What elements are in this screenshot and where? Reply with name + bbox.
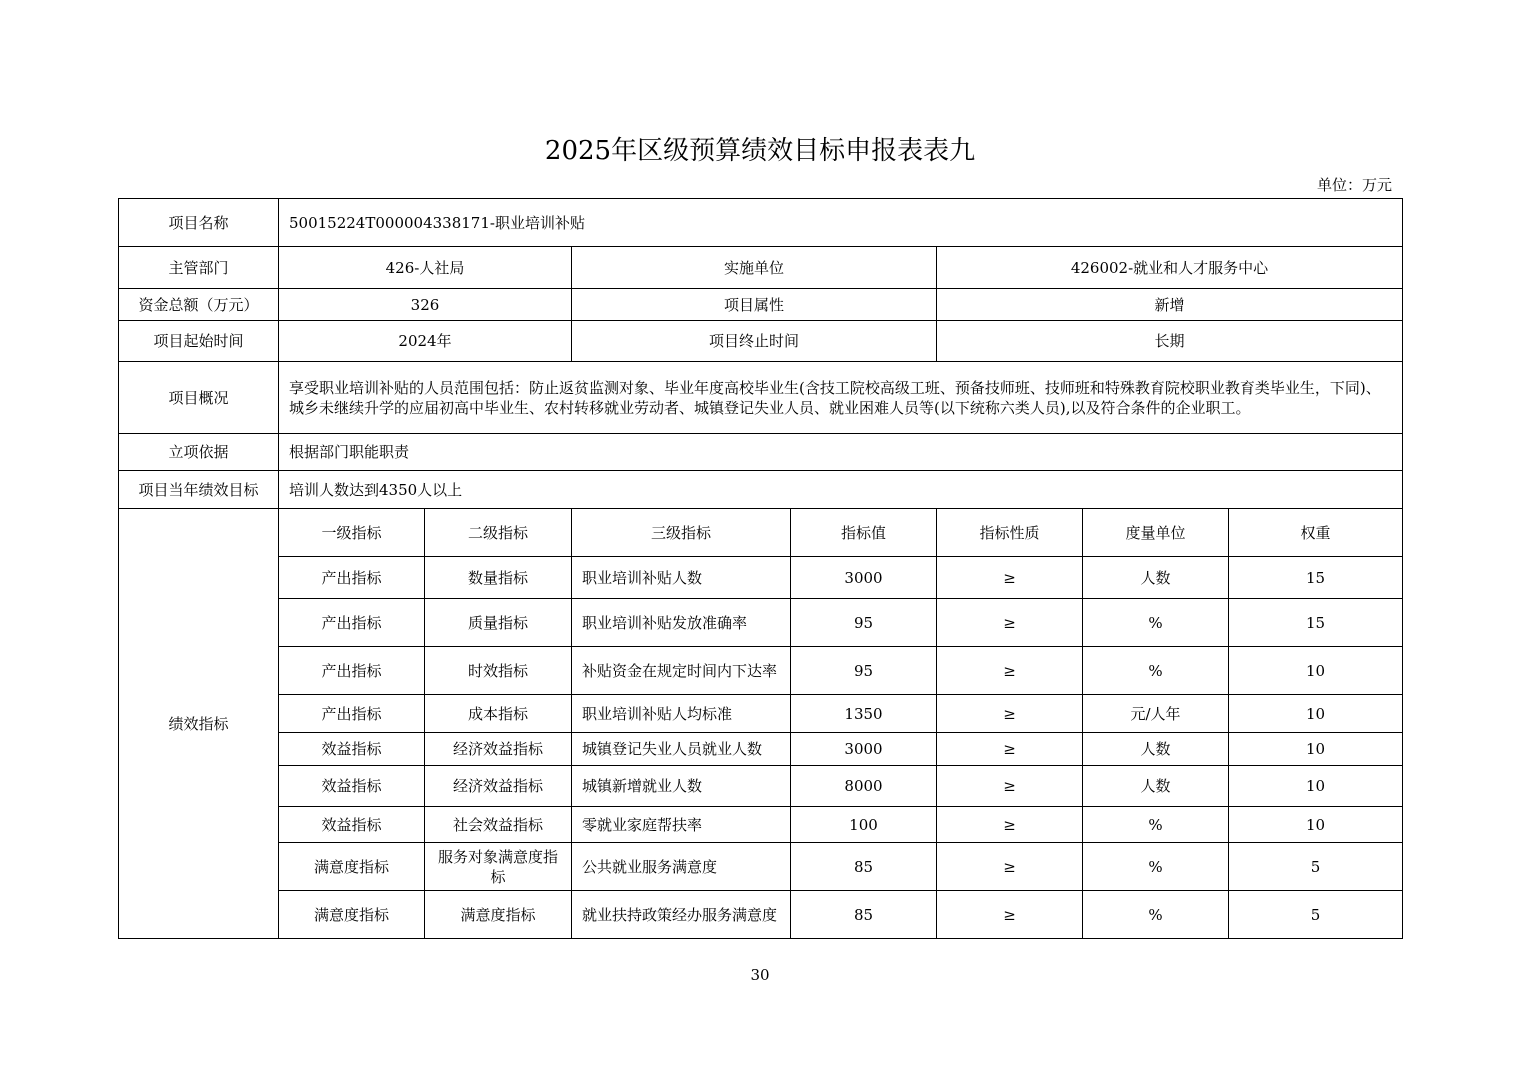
page-number: 30: [750, 966, 770, 984]
basis-label: 立项依据: [119, 434, 279, 471]
document-title: 2025年区级预算绩效目标申报表表九: [544, 136, 976, 166]
unit-label: 单位：万元: [1316, 176, 1392, 194]
unit-cell: 元/人年: [1083, 695, 1229, 733]
level2-cell: 经济效益指标: [425, 766, 572, 807]
nature-cell: ≥: [937, 807, 1083, 843]
table-row: [119, 766, 1403, 807]
basis-value: 根据部门职能职责: [279, 434, 1403, 471]
performance-target-table: [118, 198, 1403, 939]
level1-cell: 效益指标: [279, 766, 425, 807]
row-project-name: [119, 199, 1403, 247]
start-value: 2024年: [279, 321, 572, 362]
value-cell: 100: [791, 807, 937, 843]
indicator-section-label: 绩效指标: [119, 509, 279, 939]
nature-cell: ≥: [937, 891, 1083, 939]
table-row: [119, 695, 1403, 733]
level3-cell: 零就业家庭帮扶率: [572, 807, 791, 843]
impl-label: 实施单位: [572, 247, 937, 289]
level3-cell: 职业培训补贴人均标准: [572, 695, 791, 733]
header-level1: 一级指标: [279, 509, 425, 557]
level1-cell: 满意度指标: [279, 843, 425, 891]
project-name-value: 50015224T000004338171-职业培训补贴: [279, 199, 1403, 247]
weight-cell: 15: [1229, 557, 1403, 599]
attr-label: 项目属性: [572, 289, 937, 321]
unit-cell: 人数: [1083, 733, 1229, 766]
level3-cell: 城镇登记失业人员就业人数: [572, 733, 791, 766]
goal-label: 项目当年绩效目标: [119, 471, 279, 509]
table-row: [119, 557, 1403, 599]
weight-cell: 5: [1229, 843, 1403, 891]
end-label: 项目终止时间: [572, 321, 937, 362]
weight-cell: 5: [1229, 891, 1403, 939]
table-row: [119, 891, 1403, 939]
level1-cell: 产出指标: [279, 557, 425, 599]
level3-cell: 公共就业服务满意度: [572, 843, 791, 891]
unit-cell: 人数: [1083, 557, 1229, 599]
row-time: [119, 321, 1403, 362]
value-cell: 3000: [791, 557, 937, 599]
fund-value: 326: [279, 289, 572, 321]
start-label: 项目起始时间: [119, 321, 279, 362]
value-cell: 1350: [791, 695, 937, 733]
overview-value: 享受职业培训补贴的人员范围包括：防止返贫监测对象、毕业年度高校毕业生(含技工院校高级工班、预备技师班、技师班和特殊教育院校职业教育类毕业生，下同)、城乡未继续升学的应届初高中毕业生、农村转移就业劳动者、城镇登记失业人员、就业困难人员等(以下统称六类人员),以及符合条件的企业职工。: [279, 362, 1403, 434]
overview-label: 项目概况: [119, 362, 279, 434]
level3-cell: 补贴资金在规定时间内下达率: [572, 647, 791, 695]
table-row: [119, 733, 1403, 766]
row-department: [119, 247, 1403, 289]
level1-cell: 产出指标: [279, 599, 425, 647]
row-fund: [119, 289, 1403, 321]
dept-label: 主管部门: [119, 247, 279, 289]
value-cell: 8000: [791, 766, 937, 807]
level2-cell: 社会效益指标: [425, 807, 572, 843]
nature-cell: ≥: [937, 647, 1083, 695]
impl-value: 426002-就业和人才服务中心: [937, 247, 1403, 289]
level2-cell: 经济效益指标: [425, 733, 572, 766]
level1-cell: 产出指标: [279, 695, 425, 733]
level1-cell: 效益指标: [279, 807, 425, 843]
table-row: [119, 647, 1403, 695]
row-basis: [119, 434, 1403, 471]
value-cell: 85: [791, 891, 937, 939]
nature-cell: ≥: [937, 557, 1083, 599]
level2-cell: 服务对象满意度指标: [425, 843, 572, 891]
end-value: 长期: [937, 321, 1403, 362]
weight-cell: 10: [1229, 647, 1403, 695]
nature-cell: ≥: [937, 733, 1083, 766]
level1-cell: 效益指标: [279, 733, 425, 766]
level3-cell: 就业扶持政策经办服务满意度: [572, 891, 791, 939]
nature-cell: ≥: [937, 766, 1083, 807]
level3-cell: 城镇新增就业人数: [572, 766, 791, 807]
unit-cell: %: [1083, 599, 1229, 647]
weight-cell: 10: [1229, 766, 1403, 807]
row-overview: [119, 362, 1403, 434]
fund-label: 资金总额（万元）: [119, 289, 279, 321]
nature-cell: ≥: [937, 599, 1083, 647]
unit-cell: 人数: [1083, 766, 1229, 807]
value-cell: 85: [791, 843, 937, 891]
header-level3: 三级指标: [572, 509, 791, 557]
nature-cell: ≥: [937, 695, 1083, 733]
header-level2: 二级指标: [425, 509, 572, 557]
level3-cell: 职业培训补贴发放准确率: [572, 599, 791, 647]
weight-cell: 10: [1229, 807, 1403, 843]
value-cell: 3000: [791, 733, 937, 766]
weight-cell: 10: [1229, 695, 1403, 733]
table-row: [119, 599, 1403, 647]
level2-cell: 满意度指标: [425, 891, 572, 939]
unit-cell: %: [1083, 647, 1229, 695]
header-unit: 度量单位: [1083, 509, 1229, 557]
level2-cell: 质量指标: [425, 599, 572, 647]
header-value: 指标值: [791, 509, 937, 557]
value-cell: 95: [791, 647, 937, 695]
row-goal: [119, 471, 1403, 509]
level3-cell: 职业培训补贴人数: [572, 557, 791, 599]
attr-value: 新增: [937, 289, 1403, 321]
header-weight: 权重: [1229, 509, 1403, 557]
level2-cell: 时效指标: [425, 647, 572, 695]
indicator-header-row: [119, 509, 1403, 557]
table-row: [119, 843, 1403, 891]
unit-cell: %: [1083, 843, 1229, 891]
level2-cell: 数量指标: [425, 557, 572, 599]
unit-cell: %: [1083, 891, 1229, 939]
header-nature: 指标性质: [937, 509, 1083, 557]
goal-value: 培训人数达到4350人以上: [279, 471, 1403, 509]
level1-cell: 产出指标: [279, 647, 425, 695]
level1-cell: 满意度指标: [279, 891, 425, 939]
value-cell: 95: [791, 599, 937, 647]
unit-cell: %: [1083, 807, 1229, 843]
nature-cell: ≥: [937, 843, 1083, 891]
table-row: [119, 807, 1403, 843]
dept-value: 426-人社局: [279, 247, 572, 289]
level2-cell: 成本指标: [425, 695, 572, 733]
weight-cell: 10: [1229, 733, 1403, 766]
weight-cell: 15: [1229, 599, 1403, 647]
project-name-label: 项目名称: [119, 199, 279, 247]
